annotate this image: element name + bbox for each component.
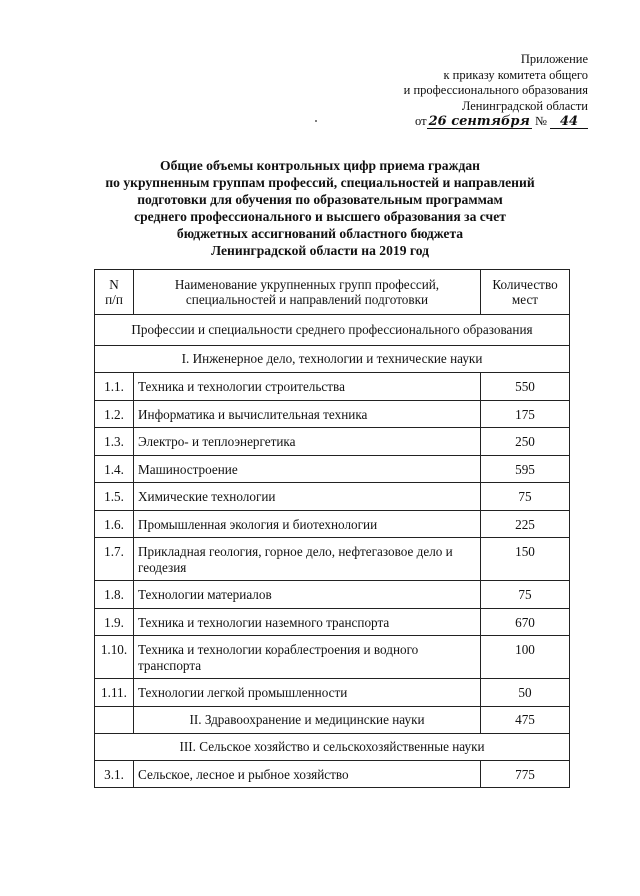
section-2-total: 475 <box>481 706 570 733</box>
title-line-2: по укрупненным группам профессий, специальностей и направлений <box>105 175 535 190</box>
category-row <box>95 315 570 346</box>
col-header-quantity: Количество мест <box>481 270 570 315</box>
table-row: 1.1. Техника и технологии строительства 550 <box>95 373 570 401</box>
from-label: от <box>415 114 427 128</box>
table-row: 1.10. Техника и технологии кораблестроения и водного транспорта 100 <box>95 636 570 679</box>
appendix-header <box>404 52 588 130</box>
document-title <box>60 157 580 259</box>
table-row: 1.8. Технологии материалов 75 <box>95 581 570 609</box>
title-line-5: бюджетных ассигнований областного бюджета <box>176 226 464 241</box>
table-row: 1.5. Химические технологии 75 <box>95 483 570 511</box>
title-line-3: подготовки для обучения по образовательным программам <box>137 192 503 207</box>
title-line-6: Ленинградской области на 2019 год <box>210 243 430 258</box>
section-row-1 <box>95 346 570 373</box>
section-2-label: II. Здравоохранение и медицинские науки <box>134 706 481 733</box>
committee-line: и профессионального образования <box>403 83 588 97</box>
appendix-label: Приложение <box>520 52 588 66</box>
region-line: Ленинградской области <box>461 98 588 113</box>
section-row-2 <box>95 706 570 733</box>
number-label: № <box>534 114 547 128</box>
section-row-3 <box>95 733 570 760</box>
handwritten-number: 44 <box>550 115 588 129</box>
table-row: 1.4. Машиностроение 595 <box>95 455 570 483</box>
table-row: 1.2. Информатика и вычислительная техника 175 <box>95 400 570 428</box>
table-row: 1.6. Промышленная экология и биотехнологии 225 <box>95 510 570 538</box>
table-row: 1.3. Электро- и теплоэнергетика 250 <box>95 428 570 456</box>
section-3-label: III. Сельское хозяйство и сельскохозяйственные науки <box>95 733 570 760</box>
admission-quota-table <box>94 269 570 788</box>
section-1-label: I. Инженерное дело, технологии и технические науки <box>95 346 570 373</box>
col-header-name: Наименование укрупненных групп профессий, специальностей и направлений подготовки <box>134 270 481 315</box>
handwritten-date: 26 сентября <box>428 114 530 129</box>
table-row: 1.7. Прикладная геология, горное дело, нефтегазовое дело и геодезия 150 <box>95 538 570 581</box>
order-ref-line: к приказу комитета общего <box>443 67 588 82</box>
category-label: Профессии и специальности среднего профессионального образования <box>95 315 570 346</box>
col-header-number: N п/п <box>95 270 134 315</box>
table-row: 3.1. Сельское, лесное и рыбное хозяйство 775 <box>95 760 570 788</box>
title-line-4: среднего профессионального и высшего образования за счет <box>134 209 506 224</box>
table-row: 1.9. Техника и технологии наземного транспорта 670 <box>95 608 570 636</box>
table-header-row <box>95 270 570 315</box>
scan-speck <box>315 120 317 122</box>
table-row: 1.11. Технологии легкой промышленности 50 <box>95 679 570 707</box>
date-number-line <box>404 114 588 130</box>
title-line-1: Общие объемы контрольных цифр приема граждан <box>160 158 480 173</box>
